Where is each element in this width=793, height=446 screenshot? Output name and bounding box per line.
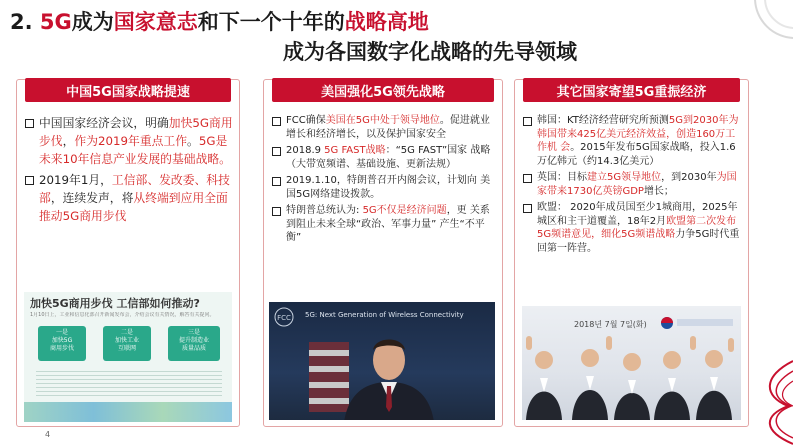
- bullet-list: [272, 114, 496, 248]
- highlight-text: 建立5G领导地位: [587, 172, 662, 183]
- body-text: ，连续发声，将: [50, 191, 134, 205]
- korea-officials-photo: [522, 306, 741, 420]
- highlight-text: 5G是未来10年信息产业发展的基础战略。: [39, 134, 231, 166]
- bullet-item: [523, 201, 742, 255]
- bullet-list: [25, 114, 233, 228]
- speaker-figure: [339, 332, 439, 420]
- body-text: ，更 关系到阻止未来全球“政治、军事力量” 产生“不平衡”: [286, 205, 490, 243]
- bullet-list: [523, 114, 742, 258]
- body-text: 特朗普总统认为:: [286, 205, 363, 216]
- bullet-item: [272, 114, 496, 141]
- highlight-text: 为国家带来1730亿英镑GDP: [537, 172, 737, 197]
- bullet-item: [523, 114, 742, 168]
- body-text: 力争5G时代重回第一阵营。: [537, 229, 740, 254]
- body-text: 中国国家经济会议，明确: [39, 116, 169, 130]
- miit-infographic-image: [24, 292, 232, 422]
- body-text: 欧盟： 2020年成员国至少1城商用，2025年城区和主干道覆盖，18年2月: [537, 202, 738, 227]
- city-skyline-graphic: [24, 402, 232, 422]
- swirl-decoration: [743, 356, 793, 446]
- body-text: ，到2030年: [661, 172, 717, 183]
- infographic-box-3: 三是 提升制造业 质量品质: [168, 326, 220, 361]
- slide-title-line2: 成为各国数字化战略的先导领域: [283, 40, 577, 64]
- event-banner-text: 2018년 7월 7일(화): [574, 320, 647, 329]
- page-number: 4: [45, 430, 51, 439]
- title-segment: 战略高地: [344, 10, 429, 34]
- panel-heading: 中国5G国家战略提速: [25, 78, 231, 102]
- infographic-title: 加快5G商用步伐 工信部如何推动?: [30, 297, 200, 310]
- highlight-text: 从终端到应用全面推动5G商用步伐: [39, 191, 228, 223]
- highlight-text: 5G不仅是经济问题: [362, 205, 447, 216]
- ministry-logo-icon: [660, 316, 674, 330]
- highlight-text: 欧盟第二次发布5G频谱意见，细化5G频谱战略: [537, 215, 737, 240]
- people-group-graphic: [522, 330, 741, 420]
- body-text: ：“5G FAST”国家 战略（大带宽频谱、基础设施、更新法规）: [286, 145, 491, 170]
- fcc-chairman-photo: [269, 302, 495, 420]
- body-text: 韩国：KT经济经营研究所预测: [537, 115, 669, 126]
- body-text: 2018.9: [286, 145, 325, 156]
- highlight-text: 美国在5G中处于领导地位: [325, 115, 440, 126]
- panel-china: [16, 79, 240, 427]
- bullet-item: [523, 171, 742, 198]
- highlight-text: 加快5G商用步伐: [39, 116, 233, 148]
- title-segment: 国家意志: [113, 10, 198, 34]
- bullet-item: [25, 171, 233, 225]
- infographic-text-lines: [36, 368, 222, 398]
- body-text: 英国：目标: [537, 172, 587, 183]
- infographic-box-1: 一是 加快5G 商用步伐: [38, 326, 86, 361]
- bullet-item: [25, 114, 233, 168]
- fcc-seal-icon: [274, 307, 294, 327]
- svg-text:FCC: FCC: [277, 314, 291, 322]
- highlight-text: 工信部、发改委、科技部: [39, 173, 230, 205]
- title-segment: 2.: [10, 10, 40, 34]
- body-text: 2019.1.10，特朗普召开内阁会议，计划向 美国5G网络建设拨款。: [286, 175, 491, 200]
- infographic-subtitle: 1月10日上，工业和信息化部召开新闻发布会，介绍会议有关情况，解答有关提问。: [30, 312, 215, 318]
- panel-heading: 其它国家寄望5G重振经济: [523, 78, 740, 102]
- body-text: 增长；: [643, 185, 674, 197]
- highlight-text: 作为2019年重点工作: [74, 134, 188, 148]
- title-segment: 和下一个十年的: [197, 10, 345, 34]
- bullet-item: [272, 144, 496, 171]
- body-text: ，: [62, 134, 75, 148]
- bullet-item: [272, 174, 496, 201]
- highlight-text: 5G FAST战略: [324, 145, 386, 156]
- panel-heading: 美国强化5G领先战略: [272, 78, 494, 102]
- body-text: 2019年1月，: [39, 173, 112, 187]
- slide-title-line1: [10, 6, 429, 36]
- body-text: 。促进就业增长和经济增长，以及保护国家安全: [286, 115, 490, 140]
- video-caption: 5G: Next Generation of Wireless Connectivity: [305, 311, 464, 319]
- panel-usa: [263, 79, 503, 427]
- body-text: 。2015年发布5G国家战略，投入1.6万亿韩元（约14.3亿美元）: [537, 142, 736, 167]
- panel-other-countries: [514, 79, 749, 427]
- corner-ring-decoration: [733, 0, 793, 60]
- ministry-name-bar: [677, 319, 733, 326]
- bullet-item: [272, 204, 496, 245]
- body-text: 。: [187, 134, 199, 148]
- title-segment: 成为: [71, 10, 114, 34]
- infographic-box-2: 二是 加快工业 互联网: [103, 326, 151, 361]
- highlight-text: 5G到2030年为韩国带来425亿美元经济效益，创造160万工作机 会: [537, 115, 739, 153]
- title-segment: 5G: [39, 10, 72, 34]
- body-text: FCC确保: [286, 115, 326, 126]
